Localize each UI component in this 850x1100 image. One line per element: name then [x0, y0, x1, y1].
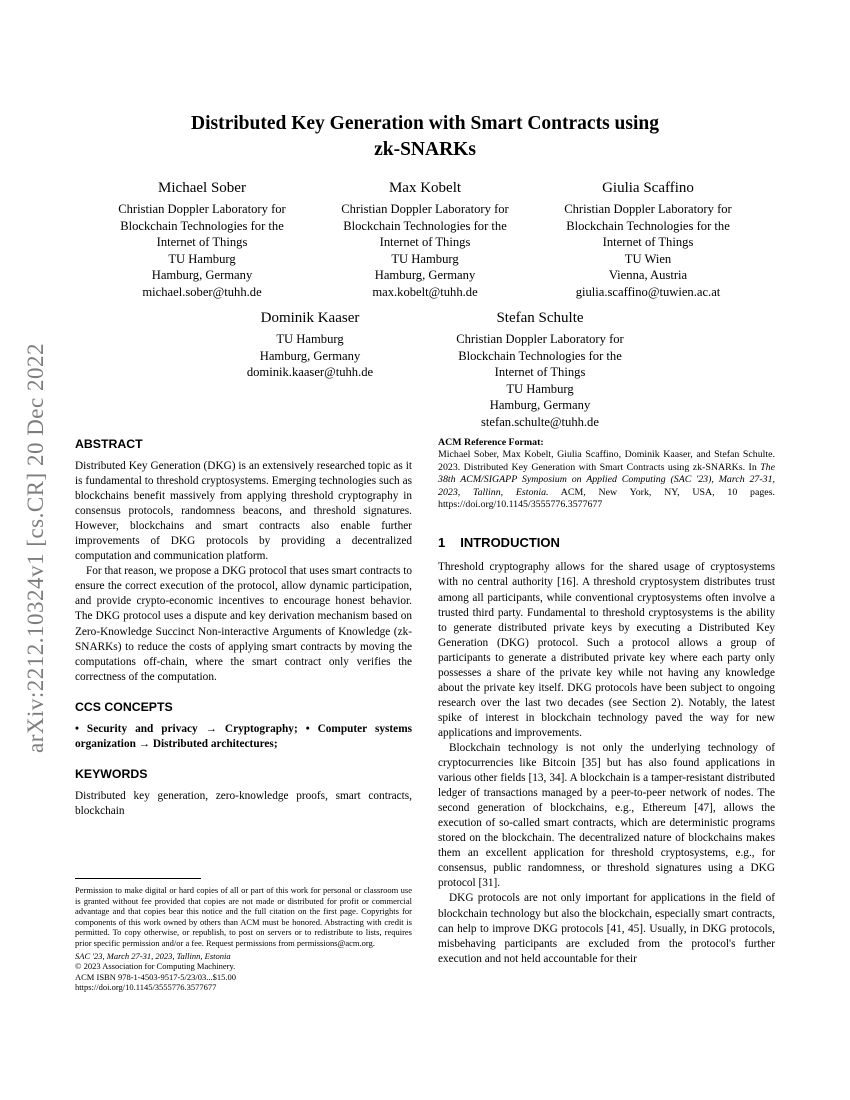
abstract-heading: ABSTRACT [75, 437, 143, 451]
acm-ref-text [438, 449, 775, 511]
author-affiliation-line: Blockchain Technologies for the [458, 348, 622, 363]
authors-row-2 [0, 308, 850, 431]
author-block-dominik-kaaser [195, 308, 425, 431]
author-affiliation-line: Internet of Things [379, 235, 471, 250]
section-title: INTRODUCTION [460, 535, 560, 551]
left-column [75, 437, 412, 819]
author-email[interactable]: max.kobelt@tuhh.de [372, 284, 478, 299]
author-affiliation-line: Blockchain Technologies for the [566, 218, 730, 233]
ccs-text: • Security and privacy → Cryptography; • Computer systems organization → Distributed architectures; [75, 722, 412, 750]
author-name: Stefan Schulte [496, 310, 584, 326]
author-affiliation [539, 201, 758, 284]
author-affiliation [93, 201, 312, 284]
right-column [438, 437, 775, 967]
author-affiliation-line: TU Wien [624, 251, 672, 266]
ccs-heading: CCS CONCEPTS [75, 699, 173, 714]
author-name: Dominik Kaaser [260, 310, 360, 326]
author-affiliation-line: Hamburg, Germany [489, 398, 591, 413]
introduction-paragraph: Threshold cryptography allows for the shared usage of cryptosystems with no central authority [16]. A threshold cryptosystem distributes trust among all participants, while conventional cryptosystems often involve a trusted third party. Fundamental to threshold cryptosystems is the ability to generate distributed private keys by executing a Distributed Key Generation (DKG) protocol. Such a protocol allows a group of participants to generate a distributed private key where each party only possesses a share of the private key while not having any knowledge about the private key itself. DKG protocols have been subject to ongoing research over the last two decades (see Section 2). Notably, the latest spike of interest in blockchain technology paved the way for new applications and improvements. [438, 561, 775, 739]
abstract-paragraph: For that reason, we propose a DKG protocol that uses smart contracts to ensure the correct execution of the protocol, allow dynamic participation, and provide crypto-economic incentives to encourage honest behavior. The DKG protocol uses a dispute and key derivation mechanism based on Zero-Knowledge Succinct Non-interactive Arguments of Knowledge (zk-SNARKs) to reduce the costs of applying smart contracts by moving the computations off-chain, where the smart contract only verifies the correctness of the computation. [75, 565, 412, 683]
author-affiliation-line: TU Hamburg [276, 332, 344, 346]
author-name: Giulia Scaffino [602, 180, 694, 196]
acm-ref-doi-link[interactable]: https://doi.org/10.1145/3555776.3577677 [438, 499, 603, 511]
abstract-body [75, 459, 412, 685]
author-affiliation-line: TU Hamburg [391, 251, 459, 266]
author-affiliation-line: TU Hamburg [506, 381, 574, 396]
footnote-rule [75, 878, 201, 879]
introduction-paragraph: DKG protocols are not only important for applications in the field of blockchain technology but also the blockchain, especially smart contracts, can help to improve DKG protocols [41, 45]. Usually, in DKG protocols, misbehaving participants are excluded from the protocol's further execution and not held accountable for their [438, 892, 775, 965]
acm-ref-before: Michael Sober, Max Kobelt, Giulia Scaffino, Dominik Kaaser, and Stefan Schulte. 2023. Distributed Key Generation with Smart Contracts using zk-SNARKs. In [438, 449, 775, 473]
doi-link[interactable]: https://doi.org/10.1145/3555776.3577677 [75, 982, 217, 993]
keywords-heading: KEYWORDS [75, 766, 148, 781]
author-affiliation-line: Christian Doppler Laboratory for [456, 332, 624, 346]
introduction-body [438, 560, 775, 966]
author-affiliation [316, 201, 535, 284]
acm-ref-after: ACM, New York, NY, USA, 10 pages. [548, 486, 775, 498]
paper-title-line: zk-SNARKs [374, 139, 476, 160]
footnote-block [75, 878, 412, 993]
author-affiliation-line: Hamburg, Germany [374, 268, 476, 283]
author-name: Michael Sober [158, 180, 246, 196]
authors-row-1 [0, 178, 850, 301]
paper-title [0, 111, 850, 163]
author-email[interactable]: michael.sober@tuhh.de [142, 284, 262, 299]
author-name: Max Kobelt [388, 180, 462, 196]
author-block-stefan-schulte [425, 308, 655, 431]
isbn-line: ACM ISBN 978-1-4503-9517-5/23/03...$15.00 [75, 971, 237, 982]
author-affiliation [425, 331, 655, 414]
author-email[interactable]: stefan.schulte@tuhh.de [481, 414, 599, 429]
arxiv-watermark: arXiv:2212.10324v1 [cs.CR] 20 Dec 2022 [23, 343, 48, 753]
author-block-giulia-scaffino [539, 178, 758, 301]
author-affiliation-line: Hamburg, Germany [259, 348, 361, 363]
keywords-text: Distributed key generation, zero-knowledge proofs, smart contracts, blockchain [75, 789, 412, 817]
author-block-michael-sober [93, 178, 312, 301]
abstract-paragraph: Distributed Key Generation (DKG) is an extensively researched topic as it is fundamental to threshold cryptosystems. Emerging technologies such as blockchains benefit massively from applying threshold cryptography in consensus protocols, randomness beacons, and threshold signatures. However, blockchains and smart contracts also enable further improvements of DKG protocols by providing a decentralized computation and communication platform. [75, 460, 412, 563]
author-affiliation-line: Hamburg, Germany [151, 268, 253, 283]
author-affiliation-line: Internet of Things [494, 365, 586, 380]
acm-ref-heading: ACM Reference Format: [438, 437, 544, 448]
author-affiliation-line: Internet of Things [602, 235, 694, 250]
section-number: 1 [438, 535, 446, 551]
author-email[interactable]: dominik.kaaser@tuhh.de [246, 365, 374, 380]
author-affiliation-line: Internet of Things [156, 235, 248, 250]
author-affiliation-line: Christian Doppler Laboratory for [118, 202, 286, 216]
paper-title-line: Distributed Key Generation with Smart Contracts using [191, 113, 659, 134]
introduction-paragraph: Blockchain technology is not only the underlying technology of cryptocurrencies like Bitcoin [35] but has also found applications in various other fields [13, 34]. A blockchain is a tamper-resistant distributed ledger of transactions managed by a peer-to-peer network of nodes. The second generation of blockchains, e.g., Ethereum [47], allows the execution of so-called smart contracts, which are deterministic programs stored on the blockchain. The decentralized nature of blockchains makes them an excellent application for threshold cryptosystems, e.g., for consensus, public randomness, or threshold signatures using a DKG protocol [31]. [438, 742, 775, 890]
author-affiliation-line: Blockchain Technologies for the [120, 218, 284, 233]
copyright-line: © 2023 Association for Computing Machinery. [75, 961, 236, 972]
venue-line: SAC '23, March 27-31, 2023, Tallinn, Estonia [75, 950, 231, 961]
author-email[interactable]: giulia.scaffino@tuwien.ac.at [575, 284, 721, 299]
author-affiliation-line: Blockchain Technologies for the [343, 218, 507, 233]
author-affiliation-line: TU Hamburg [168, 251, 236, 266]
author-block-max-kobelt [316, 178, 535, 301]
author-affiliation-line: Vienna, Austria [608, 268, 688, 283]
introduction-heading [438, 535, 775, 551]
author-affiliation-line: Christian Doppler Laboratory for [564, 202, 732, 216]
author-affiliation [195, 331, 425, 364]
permission-text: Permission to make digital or hard copies of all or part of this work for personal or classroom use is granted without fee provided that copies are not made or distributed for profit or commercial advantage and that copies bear this notice and the full citation on the first page. Copyrights for components of this work owned by others than ACM must be honored. Abstracting with credit is permitted. To copy otherwise, or republish, to post on servers or to redistribute to lists, requires prior specific permission and/or a fee. Request permissions from permissions@acm.org. [75, 885, 412, 948]
acm-ref-venue: The 38th ACM/SIGAPP Symposium on Applied Computing (SAC '23), March 27-31, 2023, Tallinn, Estonia. [438, 461, 775, 498]
author-affiliation-line: Christian Doppler Laboratory for [341, 202, 509, 216]
